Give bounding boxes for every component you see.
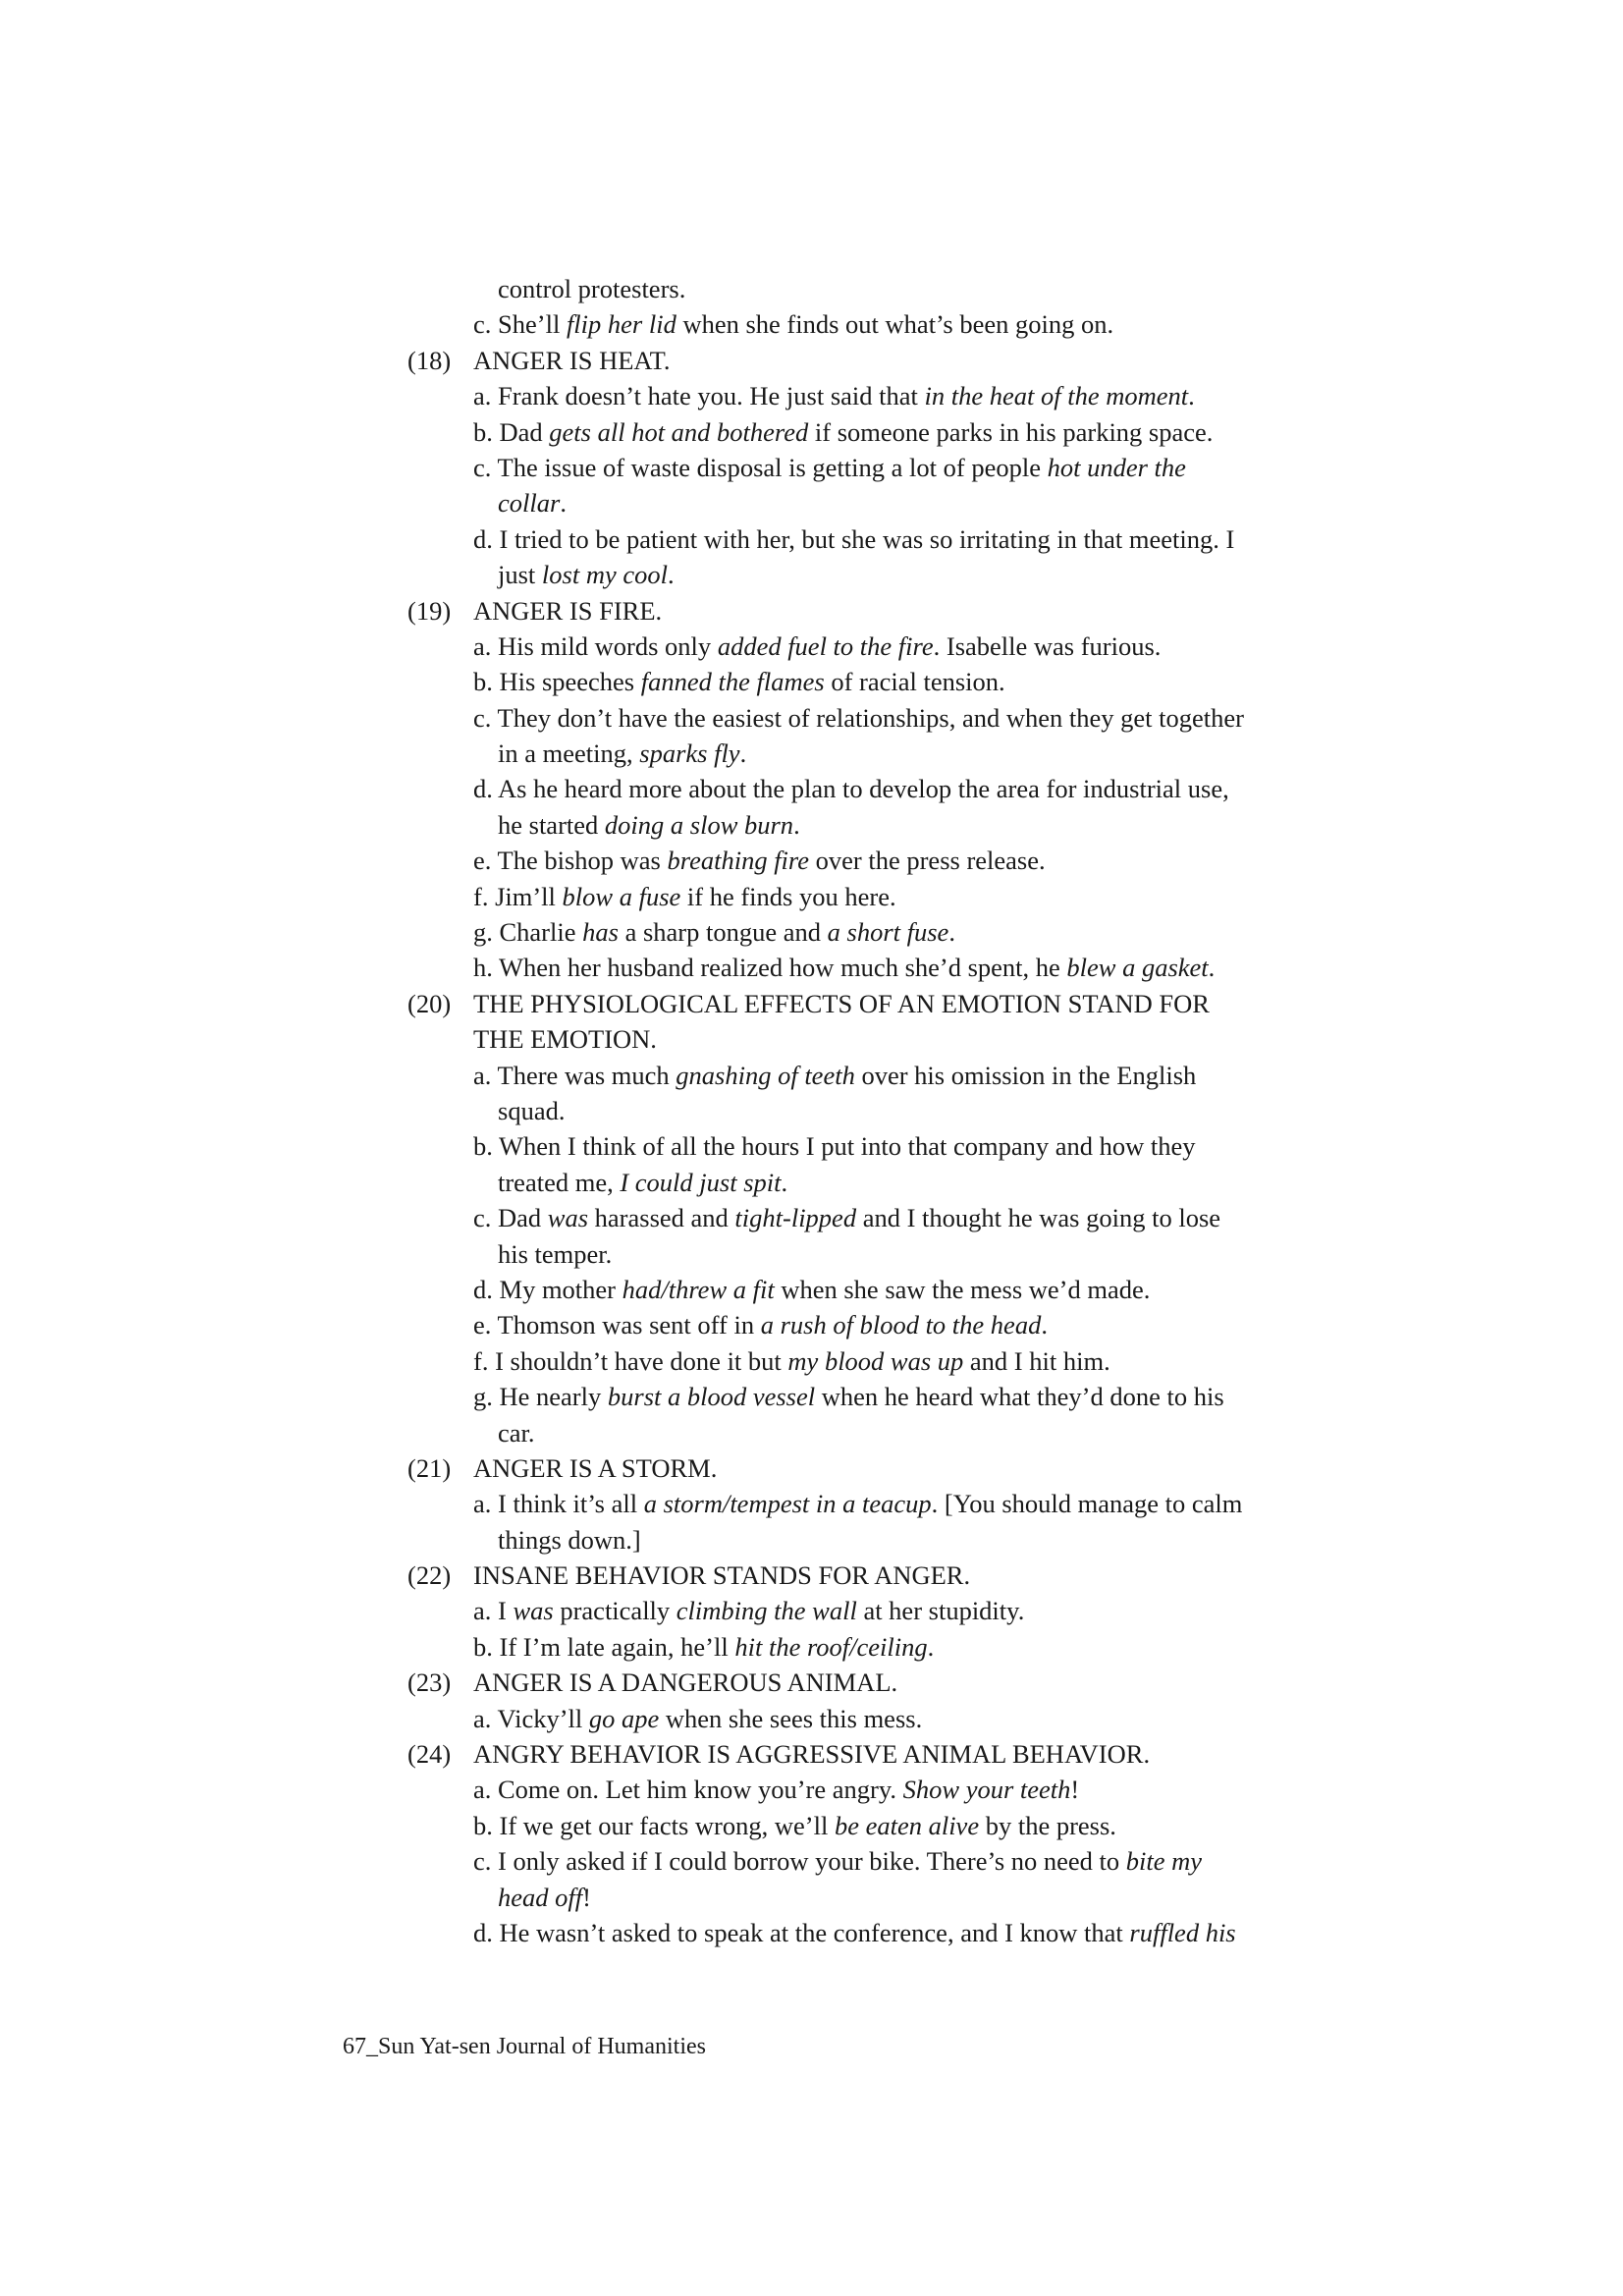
highlighted-expression: added fuel to the fire (717, 630, 934, 661)
text-run: . (739, 738, 747, 769)
example-item (407, 1272, 1291, 1307)
text-run: g. Charlie (473, 917, 583, 948)
entry-heading (407, 1665, 1291, 1700)
text-run: h. When her husband realized how much she’d spent, he (473, 953, 1067, 983)
text-run: d. As he heard more about the plan to develop the area for industrial use, (473, 774, 1229, 804)
example-item (407, 1486, 1291, 1558)
example-item (407, 450, 1291, 521)
entry-heading (407, 1736, 1291, 1772)
example-line (473, 1343, 1291, 1379)
example-item (407, 914, 1291, 950)
highlighted-expression: has (582, 917, 619, 948)
text-run: car. (498, 1417, 535, 1448)
highlighted-expression: had/threw a fit (622, 1274, 775, 1304)
highlighted-expression: head off (498, 1882, 583, 1912)
text-run: . (560, 488, 567, 519)
text-run: over the press release. (809, 846, 1046, 876)
text-run: . (667, 560, 675, 590)
text-run: c. They don’t have the easiest of relationships, and when they get together (473, 702, 1244, 733)
highlighted-expression: hit the roof/ceiling (734, 1631, 928, 1662)
highlighted-expression: gnashing of teeth (676, 1060, 855, 1090)
example-item (407, 1128, 1291, 1200)
highlighted-expression: flip her lid (566, 309, 676, 340)
text-run: when she saw the mess we’d made. (774, 1274, 1151, 1304)
text-run: b. Dad (473, 416, 550, 447)
text-run: a. I (473, 1596, 514, 1626)
example-item (407, 1843, 1291, 1915)
text-run: when he heard what they’d done to his (815, 1382, 1224, 1412)
example-line (473, 664, 1291, 699)
highlighted-expression: Show your teeth (902, 1775, 1071, 1805)
text-run: a. Come on. Let him know you’re angry. (473, 1775, 903, 1805)
example-line (473, 414, 1291, 450)
highlighted-expression: breathing fire (667, 846, 810, 876)
entry-number: (22) (407, 1560, 452, 1591)
example-line (473, 700, 1291, 736)
text-run: f. I shouldn’t have done it but (473, 1345, 788, 1376)
highlighted-expression: was (513, 1596, 554, 1626)
text-run: b. His speeches (473, 667, 641, 697)
example-line (473, 1593, 1291, 1628)
metaphor-entry (407, 1450, 1291, 1558)
highlighted-expression: bite my (1125, 1846, 1203, 1877)
text-run: b. When I think of all the hours I put into that company and how they (473, 1131, 1196, 1162)
entry-heading (407, 986, 1291, 1058)
example-line (473, 914, 1291, 950)
text-run: . (927, 1631, 935, 1662)
text-run: . (1188, 381, 1195, 411)
highlighted-expression: lost my cool (541, 560, 668, 590)
example-list (407, 271, 1291, 1950)
example-item (407, 843, 1291, 878)
entry-heading-line: THE EMOTION. (473, 1024, 657, 1055)
entry-heading-line: ANGRY BEHAVIOR IS AGGRESSIVE ANIMAL BEHAVIOR. (473, 1739, 1151, 1770)
metaphor-entry (407, 593, 1291, 986)
metaphor-entries (407, 343, 1291, 1951)
highlighted-expression: was (547, 1203, 589, 1233)
text-run: a. I think it’s all (473, 1489, 644, 1519)
example-line (473, 1058, 1291, 1093)
example-item (407, 1343, 1291, 1379)
example-item (407, 664, 1291, 699)
page-footer: 67_Sun Yat-sen Journal of Humanities (343, 2034, 706, 2059)
example-line (473, 1843, 1291, 1879)
text-run: a. Vicky’ll (473, 1703, 589, 1733)
text-run: ! (1070, 1775, 1080, 1805)
text-run: in a meeting, (498, 738, 640, 769)
text-run: . (948, 917, 955, 948)
highlighted-expression: a short fuse (827, 917, 949, 948)
example-continuation-line (473, 1165, 1291, 1200)
example-line (473, 450, 1291, 485)
metaphor-entry (407, 1665, 1291, 1736)
text-run: g. He nearly (473, 1382, 608, 1412)
entry-number: (21) (407, 1452, 452, 1483)
highlighted-expression: my blood was up (787, 1345, 964, 1376)
example-item (407, 1200, 1291, 1272)
text-run: squad. (498, 1095, 566, 1125)
example-item (407, 1593, 1291, 1628)
example-line (473, 1379, 1291, 1414)
highlighted-expression: a storm/tempest in a teacup (643, 1489, 932, 1519)
example-continuation-line (473, 485, 1291, 520)
text-run: . [You should manage to calm (931, 1489, 1243, 1519)
text-run: things down.] (498, 1524, 641, 1555)
example-line (473, 306, 1291, 342)
example-line (473, 1808, 1291, 1843)
entry-number: (19) (407, 595, 452, 626)
highlighted-expression: doing a slow burn (604, 809, 794, 840)
example-continuation-line (473, 1880, 1291, 1915)
example-line (473, 1701, 1291, 1736)
entry-heading-line: THE PHYSIOLOGICAL EFFECTS OF AN EMOTION STAND FOR (473, 988, 1210, 1018)
text-run: . (781, 1167, 788, 1197)
text-run: a sharp tongue and (618, 917, 828, 948)
example-line (473, 1272, 1291, 1307)
example-line (473, 843, 1291, 878)
metaphor-entry (407, 1558, 1291, 1665)
text-run: . (1208, 953, 1216, 983)
example-item (407, 306, 1291, 342)
text-run: e. The bishop was (473, 846, 668, 876)
text-run: when she sees this mess. (659, 1703, 923, 1733)
highlighted-expression: climbing the wall (676, 1596, 857, 1626)
text-run: of racial tension. (824, 667, 1005, 697)
example-item (407, 378, 1291, 413)
text-run: and I hit him. (963, 1345, 1110, 1376)
text-run: his temper. (498, 1238, 613, 1269)
text-run: b. If we get our facts wrong, we’ll (473, 1810, 835, 1840)
example-item (407, 629, 1291, 664)
example-item (407, 771, 1291, 843)
example-line (473, 1128, 1291, 1164)
example-continuation-line (473, 1522, 1291, 1558)
example-line (473, 1200, 1291, 1235)
entry-heading-line: ANGER IS FIRE. (473, 595, 663, 626)
entry-heading-line: ANGER IS A DANGEROUS ANIMAL. (473, 1667, 898, 1698)
example-item (407, 700, 1291, 772)
example-line (473, 1772, 1291, 1807)
example-continuation-line (473, 1236, 1291, 1272)
highlighted-expression: hot under the (1047, 452, 1186, 482)
text-run: over his omission in the English (854, 1060, 1197, 1090)
text-run: c. The issue of waste disposal is getting a lot of people (473, 452, 1048, 482)
entry-heading-line: ANGER IS A STORM. (473, 1452, 718, 1483)
continued-items (407, 306, 1291, 342)
text-run: b. If I’m late again, he’ll (473, 1631, 735, 1662)
example-line (473, 1629, 1291, 1665)
text-run: a. Frank doesn’t hate you. He just said that (473, 381, 925, 411)
text-run: d. My mother (473, 1274, 622, 1304)
text-run: just (498, 560, 542, 590)
entry-heading (407, 1450, 1291, 1486)
entry-heading-line: ANGER IS HEAT. (473, 345, 671, 375)
text-run: . Isabelle was furious. (933, 630, 1162, 661)
example-line (473, 1915, 1291, 1950)
example-continuation-line (473, 1415, 1291, 1450)
highlighted-expression: go ape (588, 1703, 660, 1733)
example-line (473, 629, 1291, 664)
example-item (407, 950, 1291, 985)
example-item (407, 1808, 1291, 1843)
highlighted-expression: I could just spit (620, 1167, 782, 1197)
example-item (407, 521, 1291, 593)
text-run: a. His mild words only (473, 630, 718, 661)
metaphor-entry (407, 343, 1291, 593)
metaphor-entry (407, 986, 1291, 1450)
text-run: d. I tried to be patient with her, but she was so irritating in that meeting. I (473, 523, 1235, 554)
text-run: by the press. (979, 1810, 1116, 1840)
text-run: ! (582, 1882, 591, 1912)
text-run: practically (553, 1596, 676, 1626)
example-line (473, 950, 1291, 985)
text-run: if someone parks in his parking space. (808, 416, 1214, 447)
text-run: treated me, (498, 1167, 621, 1197)
text-run: c. Dad (473, 1203, 548, 1233)
text-run: d. He wasn’t asked to speak at the conference, and I know that (473, 1917, 1130, 1947)
example-line (473, 521, 1291, 557)
text-run: e. Thomson was sent off in (473, 1310, 761, 1340)
text-run: at her stupidity. (856, 1596, 1025, 1626)
example-line (473, 771, 1291, 806)
highlighted-expression: in the heat of the moment (924, 381, 1189, 411)
highlighted-expression: blew a gasket (1066, 953, 1209, 983)
example-item (407, 1629, 1291, 1665)
example-item (407, 1915, 1291, 1950)
example-continuation-line (473, 736, 1291, 771)
highlighted-expression: collar (498, 488, 561, 519)
highlighted-expression: sparks fly (639, 738, 740, 769)
text-run: harassed and (588, 1203, 735, 1233)
entry-number: (24) (407, 1739, 452, 1770)
example-item (407, 1701, 1291, 1736)
example-line (473, 879, 1291, 914)
example-continuation-line (473, 807, 1291, 843)
text-run: c. She’ll (473, 309, 567, 340)
text-run: f. Jim’ll (473, 881, 563, 911)
example-line (473, 1307, 1291, 1342)
highlighted-expression: fanned the flames (640, 667, 825, 697)
text-run: and I thought he was going to lose (856, 1203, 1221, 1233)
entry-heading (407, 593, 1291, 629)
entry-number: (20) (407, 988, 452, 1018)
text-run: a. There was much (473, 1060, 676, 1090)
text-run: . (793, 809, 800, 840)
highlighted-expression: a rush of blood to the head (760, 1310, 1042, 1340)
text-run: . (1041, 1310, 1048, 1340)
example-item (407, 1307, 1291, 1342)
example-item (407, 414, 1291, 450)
text-run: he started (498, 809, 605, 840)
example-continuation-line (473, 557, 1291, 592)
highlighted-expression: blow a fuse (562, 881, 681, 911)
entry-heading-line: INSANE BEHAVIOR STANDS FOR ANGER. (473, 1560, 971, 1591)
highlighted-expression: ruffled his (1129, 1917, 1236, 1947)
example-item (407, 1379, 1291, 1450)
entry-heading (407, 1558, 1291, 1593)
example-continuation-line (473, 1093, 1291, 1128)
example-line (473, 1486, 1291, 1521)
highlighted-expression: be eaten alive (834, 1810, 980, 1840)
entry-number: (23) (407, 1667, 452, 1698)
highlighted-expression: gets all hot and bothered (549, 416, 809, 447)
highlighted-expression: burst a blood vessel (607, 1382, 816, 1412)
continued-line: control protesters. (498, 274, 686, 303)
text-run: when she finds out what’s been going on. (676, 309, 1114, 340)
example-item (407, 1772, 1291, 1807)
entry-heading (407, 343, 1291, 378)
text-run: c. I only asked if I could borrow your bike. There’s no need to (473, 1846, 1126, 1877)
highlighted-expression: tight-lipped (734, 1203, 857, 1233)
text-run: if he finds you here. (680, 881, 896, 911)
metaphor-entry (407, 1736, 1291, 1950)
entry-number: (18) (407, 345, 452, 375)
example-item (407, 879, 1291, 914)
example-line (473, 378, 1291, 413)
example-item (407, 1058, 1291, 1129)
